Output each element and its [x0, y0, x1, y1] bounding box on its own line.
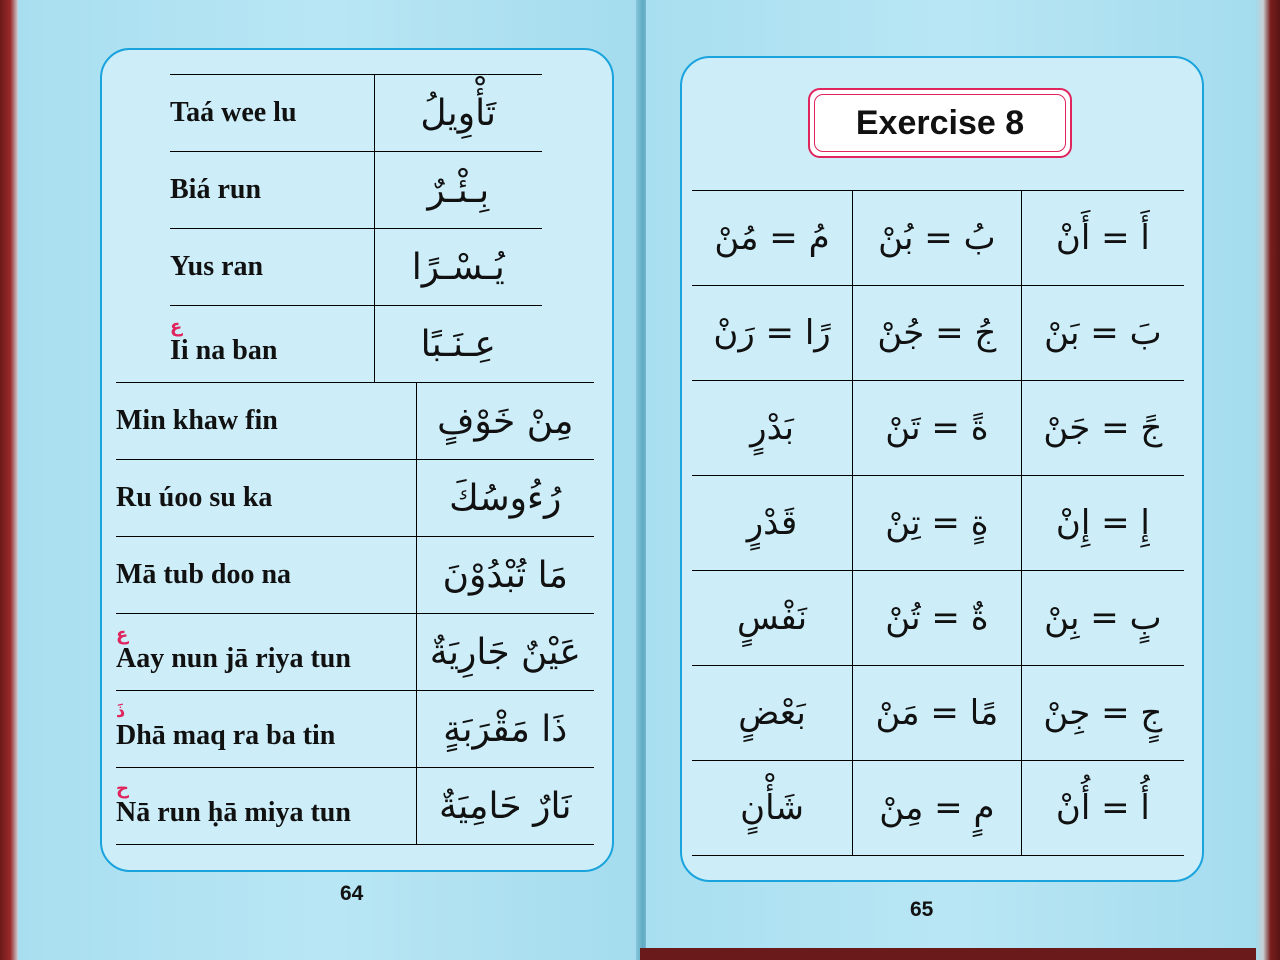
exercise-cell: مًا = مَنْ: [853, 666, 1022, 761]
arabic-word: رُءُوسُكَ: [416, 460, 594, 537]
arabic-word: مَا تُبْدُوْنَ: [416, 537, 594, 614]
transliteration-cell: [116, 768, 416, 845]
exercise-cell: مُ = مُنْ: [692, 191, 853, 286]
exercise-row: [692, 476, 1184, 571]
exercise-row: [692, 286, 1184, 381]
transliteration-cell: [116, 383, 416, 460]
exercise-cell: جٍ = جِنْ: [1021, 666, 1184, 761]
transliteration-text: Biá run: [170, 174, 262, 205]
exercise-row: [692, 191, 1184, 286]
transliteration-text: Ru úoo su ka: [116, 482, 273, 513]
arabic-word: مِنْ خَوْفٍ: [416, 383, 594, 460]
pronunciation-note: ذَ: [116, 701, 126, 722]
exercise-cell: ةٍ = تِنْ: [853, 476, 1022, 571]
exercise-cell: أَ = أَنْ: [1021, 191, 1184, 286]
exercise-cell: جُ = جُنْ: [853, 286, 1022, 381]
arabic-word: يُـسْـرًا: [374, 229, 542, 306]
transliteration-cell: [170, 229, 374, 306]
exercise-row: [692, 571, 1184, 666]
transliteration-cell: [170, 306, 374, 383]
transliteration-text: Taá wee lu: [170, 97, 297, 128]
page-number-left: 64: [340, 882, 364, 905]
exercise-cell: رًا = رَنْ: [692, 286, 853, 381]
exercise-cell: إِ = إِنْ: [1021, 476, 1184, 571]
exercise-cell: بُ = بُنْ: [853, 191, 1022, 286]
word-row: [116, 691, 594, 768]
exercise-cell: بَ = بَنْ: [1021, 286, 1184, 381]
exercise-title: Exercise 8: [814, 94, 1066, 152]
book-cover-bottom-edge: [640, 948, 1256, 960]
word-row: [116, 537, 594, 614]
transliteration-cell: [116, 614, 416, 691]
arabic-word: نَارٌ حَامِيَةٌ: [416, 768, 594, 845]
word-row: [170, 306, 542, 383]
exercise-cell: أُ = أُنْ: [1021, 761, 1184, 856]
exercise-cell: جً = جَنْ: [1021, 381, 1184, 476]
word-row: [170, 75, 542, 152]
exercise-cell: شَأْنٍ: [692, 761, 853, 856]
book-cover-right-edge: [1256, 0, 1280, 960]
arabic-word: ذَا مَقْرَبَةٍ: [416, 691, 594, 768]
pronunciation-note: ح: [116, 778, 129, 799]
word-table-upper: [170, 74, 542, 383]
word-row: [116, 768, 594, 845]
exercise-title-box: [808, 88, 1072, 158]
exercise-row: [692, 666, 1184, 761]
transliteration-text: Ii na ban: [170, 335, 278, 366]
exercise-row: [692, 761, 1184, 856]
exercise-row: [692, 381, 1184, 476]
word-row: [170, 152, 542, 229]
transliteration-text: Mā tub doo na: [116, 559, 292, 590]
exercise-cell: بَدْرٍ: [692, 381, 853, 476]
exercise-cell: مٍ = مِنْ: [853, 761, 1022, 856]
transliteration-text: Aay nun jā riya tun: [116, 643, 351, 674]
exercise-cell: ةً = تَنْ: [853, 381, 1022, 476]
transliteration-text: Min khaw fin: [116, 405, 278, 436]
pronunciation-note: ع: [116, 624, 129, 645]
word-row: [116, 614, 594, 691]
transliteration-cell: [170, 75, 374, 152]
exercise-cell: نَفْسٍ: [692, 571, 853, 666]
transliteration-cell: [116, 691, 416, 768]
exercise-cell: بٍ = بِنْ: [1021, 571, 1184, 666]
transliteration-cell: [116, 460, 416, 537]
exercise-cell: بَعْضٍ: [692, 666, 853, 761]
arabic-word: بِـئْـرٌ: [374, 152, 542, 229]
arabic-word: عِـنَـبًا: [374, 306, 542, 383]
arabic-word: تَأْوِيلُ: [374, 75, 542, 152]
transliteration-cell: [116, 537, 416, 614]
page-number-right: 65: [910, 898, 934, 921]
transliteration-text: Dhā maq ra ba tin: [116, 720, 336, 751]
transliteration-text: Yus ran: [170, 251, 264, 282]
word-row: [170, 229, 542, 306]
exercise-cell: قَدْرٍ: [692, 476, 853, 571]
arabic-word: عَيْنٌ جَارِيَةٌ: [416, 614, 594, 691]
exercise-cell: ةٌ = تُنْ: [853, 571, 1022, 666]
word-row: [116, 383, 594, 460]
word-row: [116, 460, 594, 537]
pronunciation-note: ع: [170, 316, 183, 337]
exercise-grid: [692, 190, 1184, 856]
word-table-lower: [116, 382, 594, 845]
transliteration-cell: [170, 152, 374, 229]
transliteration-text: Nā run ḥā miya tun: [116, 797, 351, 828]
